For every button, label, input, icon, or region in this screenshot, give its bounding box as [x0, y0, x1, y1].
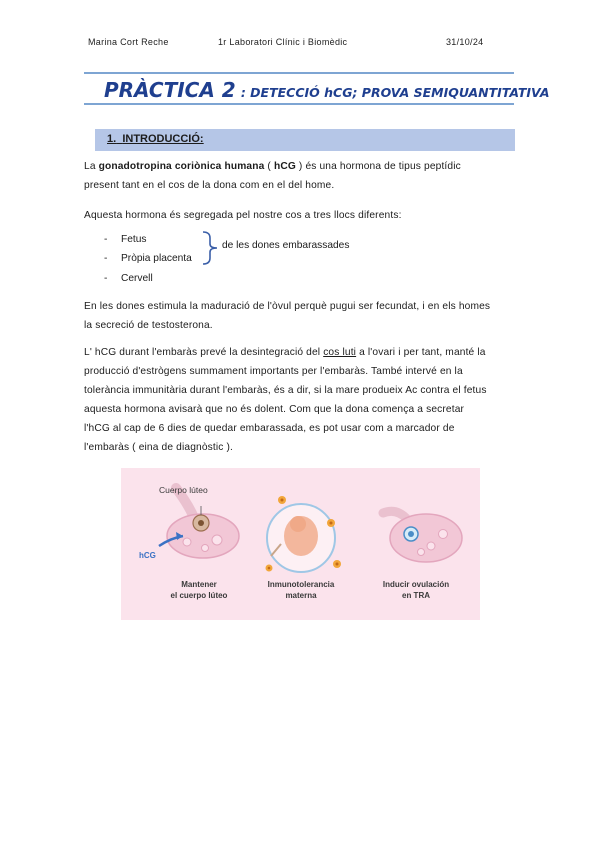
- curly-brace-icon: [200, 230, 224, 266]
- caption-2-line2: materna: [285, 591, 317, 600]
- paragraph-pregnancy-role: [84, 343, 516, 457]
- p3-line1: En les dones estimula la maduració de l'òvul perquè pugui ser fecundat, i en els homes: [84, 301, 491, 312]
- title-subtitle: : DETECCIÓ hCG; PROVA SEMIQUANTITATIVA: [240, 85, 550, 100]
- p1-bold-abbr: hCG: [273, 161, 296, 172]
- p4-line3: tolerància immunitària durant l'embaràs, és a dir, si la mare produeix Ac contra el fetus: [84, 385, 487, 396]
- p4-line5: l'hCG al cap de 6 dies de quedar embarassada, es pot usar com a marcador de: [84, 423, 455, 434]
- section-heading-text: INTRODUCCIÓ:: [122, 133, 204, 145]
- paragraph-function: [84, 297, 516, 335]
- header-date: 31/10/24: [446, 37, 484, 47]
- p1-text-mid: (: [264, 161, 274, 172]
- caption-1-line1: Mantener: [181, 580, 217, 589]
- paragraph-hcg-definition: [84, 157, 516, 195]
- title-top-rule: [84, 72, 514, 74]
- p4-line6: l'embaràs ( eina de diagnòstic ).: [84, 442, 234, 453]
- list-bullet: -: [104, 273, 108, 284]
- list-item: [104, 273, 153, 284]
- p1-text-post: ) és una hormona de tipus peptídic: [295, 161, 461, 172]
- caption-3-line2: en TRA: [402, 591, 430, 600]
- title-bottom-rule: [84, 103, 514, 105]
- list-bullet: -: [104, 253, 108, 264]
- header-author: Marina Cort Reche: [88, 37, 169, 47]
- p3-line2: la secreció de testosterona.: [84, 320, 213, 331]
- label-hcg: hCG: [139, 551, 156, 560]
- list-item: [104, 253, 192, 264]
- label-corpus-luteum: Cuerpo lúteo: [159, 485, 208, 495]
- list-item-label: Fetus: [121, 234, 147, 245]
- p4-line1-post: a l'ovari i per tant, manté la: [356, 347, 486, 358]
- caption-maintain-corpus: [149, 579, 249, 601]
- p1-bold-term: gonadotropina coriònica humana: [98, 161, 265, 172]
- ovulation-illustration: [383, 511, 462, 562]
- caption-2-line1: Inmunotolerancia: [267, 580, 335, 589]
- ovary-illustration: [159, 488, 239, 558]
- paragraph-secretion-sites: Aquesta hormona és segregada pel nostre cos a tres llocs diferents:: [84, 210, 402, 221]
- list-item-label: Pròpia placenta: [121, 253, 192, 264]
- p4-underlined-term: cos luti: [323, 347, 357, 358]
- section-heading-bar: [95, 129, 515, 151]
- p4-line4: aquesta hormona avisarà que no és dolent. Com que la dona comença a secretar: [84, 404, 465, 415]
- header-course: 1r Laboratori Clínic i Biomèdic: [218, 37, 348, 47]
- embryo-illustration: [266, 496, 342, 572]
- hcg-functions-figure: [121, 468, 480, 620]
- caption-3-line1: Inducir ovulación: [382, 580, 450, 589]
- caption-1-line2: el cuerpo lúteo: [170, 591, 228, 600]
- caption-ovulation: [366, 579, 466, 601]
- list-brace-note: de les dones embarassades: [222, 240, 350, 251]
- list-item: [104, 234, 146, 245]
- section-heading: [107, 133, 204, 145]
- list-bullet: -: [104, 234, 108, 245]
- p4-line2: producció d'estrògens summament importants per l'embaràs. També intervé en la: [84, 366, 463, 377]
- section-number: 1.: [107, 133, 117, 145]
- caption-immunotolerance: [251, 579, 351, 601]
- p1-text-pre: La: [84, 161, 99, 172]
- page-title: [104, 78, 550, 102]
- title-main: PRÀCTICA 2: [104, 78, 236, 102]
- p1-line2: present tant en el cos de la dona com en el del home.: [84, 180, 335, 191]
- list-item-label: Cervell: [121, 273, 153, 284]
- p4-line1-pre: L' hCG durant l'embaràs prevé la desintegració del: [84, 347, 324, 358]
